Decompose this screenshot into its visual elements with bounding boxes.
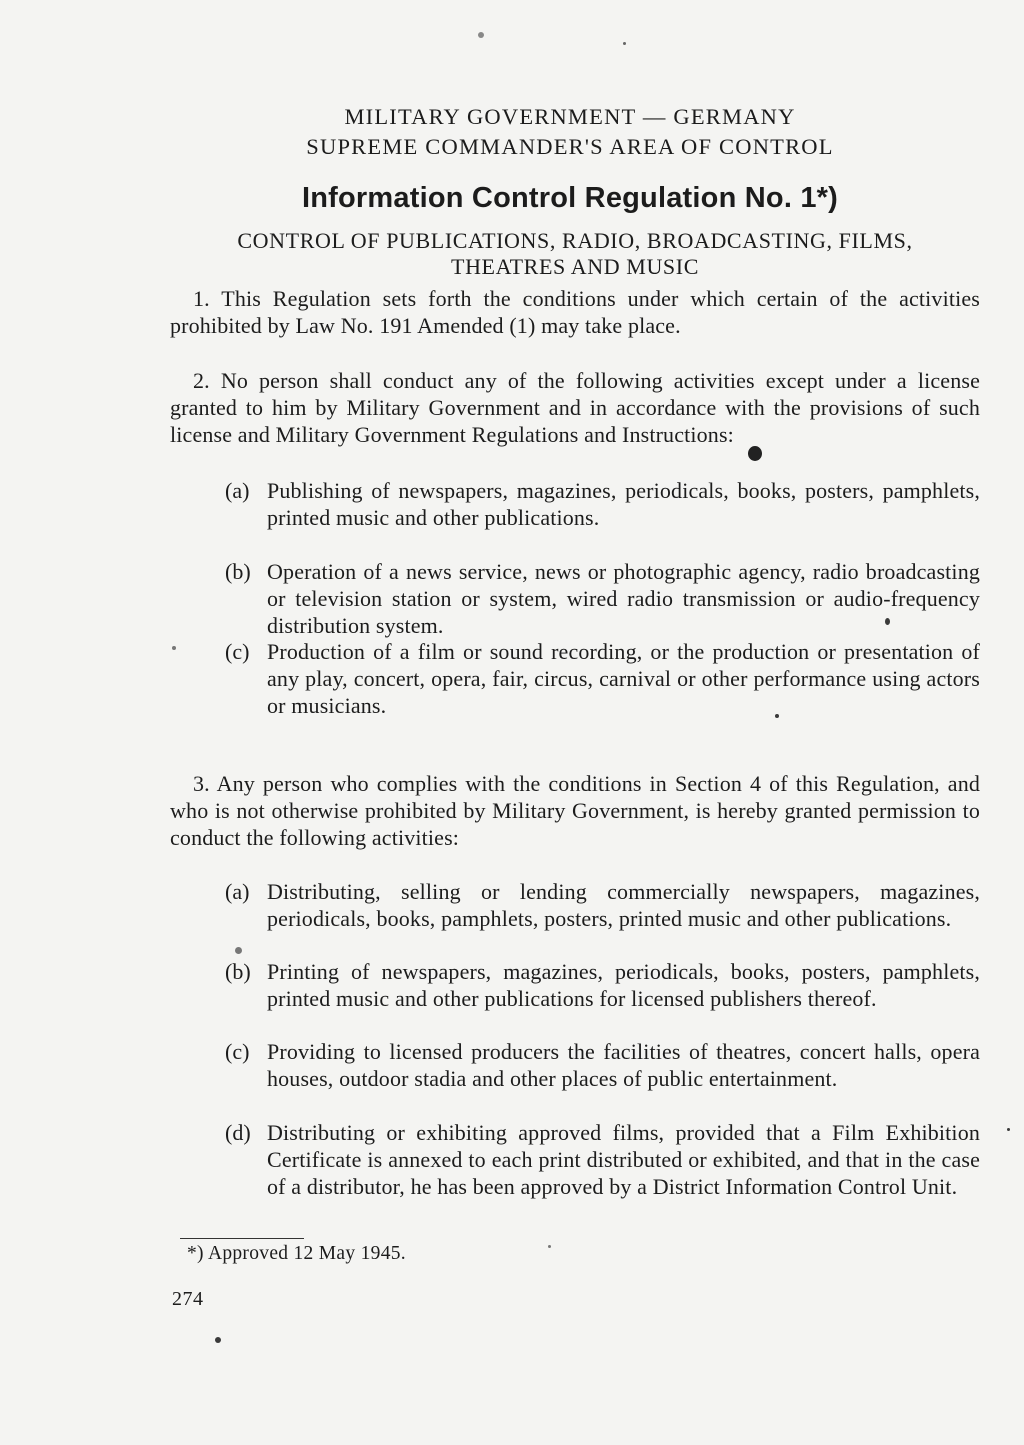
section-3-item-a: [225, 878, 980, 932]
scan-speck: [172, 646, 176, 650]
item-text: Distributing or exhibiting approved films, provided that a Film Exhibition Certificate is annexed to each print distributed or exhibited, and that in the case of a distributor, he has been approved by a District Information Control Unit.: [267, 1120, 980, 1199]
scan-speck: [748, 446, 762, 461]
section-2: [170, 367, 980, 448]
item-text: Printing of newspapers, magazines, periodicals, books, posters, pamphlets, printed music and other publications for licensed publishers thereof.: [267, 959, 980, 1011]
scan-speck: [235, 947, 242, 954]
scan-speck: [215, 1337, 221, 1343]
section-3-item-c: [225, 1038, 980, 1092]
subtitle-line-2: THEATRES AND MUSIC: [451, 254, 699, 279]
footnote: *) Approved 12 May 1945.: [187, 1243, 406, 1264]
item-label: (a): [225, 879, 250, 904]
scan-speck: [1007, 1128, 1010, 1131]
item-label: (c): [225, 1039, 250, 1064]
item-label: (b): [225, 959, 251, 984]
section-3-item-b: [225, 958, 980, 1012]
item-label: (d): [225, 1120, 251, 1145]
header-line-2: SUPREME COMMANDER'S AREA OF CONTROL: [306, 134, 834, 159]
item-text: Production of a film or sound recording, or the production or presentation of any play, concert, opera, fair, circus, carnival or other performance using actors or musicians.: [267, 639, 980, 718]
section-2-item-c: [225, 638, 980, 719]
section-2-text: 2. No person shall conduct any of the following activities except under a license granted to him by Military Government and in accordance with the provisions of such license and Military Government Regulations and Instructions:: [170, 368, 980, 447]
scan-speck: [623, 42, 626, 45]
header-line-1: MILITARY GOVERNMENT — GERMANY: [344, 104, 796, 129]
item-label: (c): [225, 639, 250, 664]
item-label: (a): [225, 478, 250, 503]
scan-speck: [548, 1245, 551, 1248]
item-text: Operation of a news service, news or photographic agency, radio broadcasting or television station or system, wired radio transmission or audio-frequency distribution system.: [267, 559, 980, 638]
document-title: Information Control Regulation No. 1*): [301, 182, 838, 214]
section-2-item-b: [225, 558, 980, 639]
section-1: [170, 285, 980, 339]
item-text: Distributing, selling or lending commercially newspapers, magazines, periodicals, books, pamphlets, posters, printed music and other publications.: [267, 879, 980, 931]
section-3-item-d: [225, 1119, 980, 1200]
footnote-divider: [180, 1238, 304, 1239]
subtitle-line-1: CONTROL OF PUBLICATIONS, RADIO, BROADCASTING, FILMS,: [237, 228, 913, 253]
section-3-text: 3. Any person who complies with the conditions in Section 4 of this Regulation, and who is not otherwise prohibited by Military Government, is hereby granted permission to conduct the following activities:: [170, 771, 980, 850]
item-text: Publishing of newspapers, magazines, periodicals, books, posters, pamphlets, printed music and other publications.: [267, 478, 980, 530]
item-label: (b): [225, 559, 251, 584]
item-text: Providing to licensed producers the facilities of theatres, concert halls, opera houses, outdoor stadia and other places of public entertainment.: [267, 1039, 980, 1091]
section-1-text: 1. This Regulation sets forth the conditions under which certain of the activities prohibited by Law No. 191 Amended (1) may take place.: [170, 286, 980, 338]
section-3: [170, 770, 980, 851]
section-2-item-a: [225, 477, 980, 531]
scan-speck: [478, 32, 484, 38]
page-number: 274: [172, 1288, 204, 1310]
